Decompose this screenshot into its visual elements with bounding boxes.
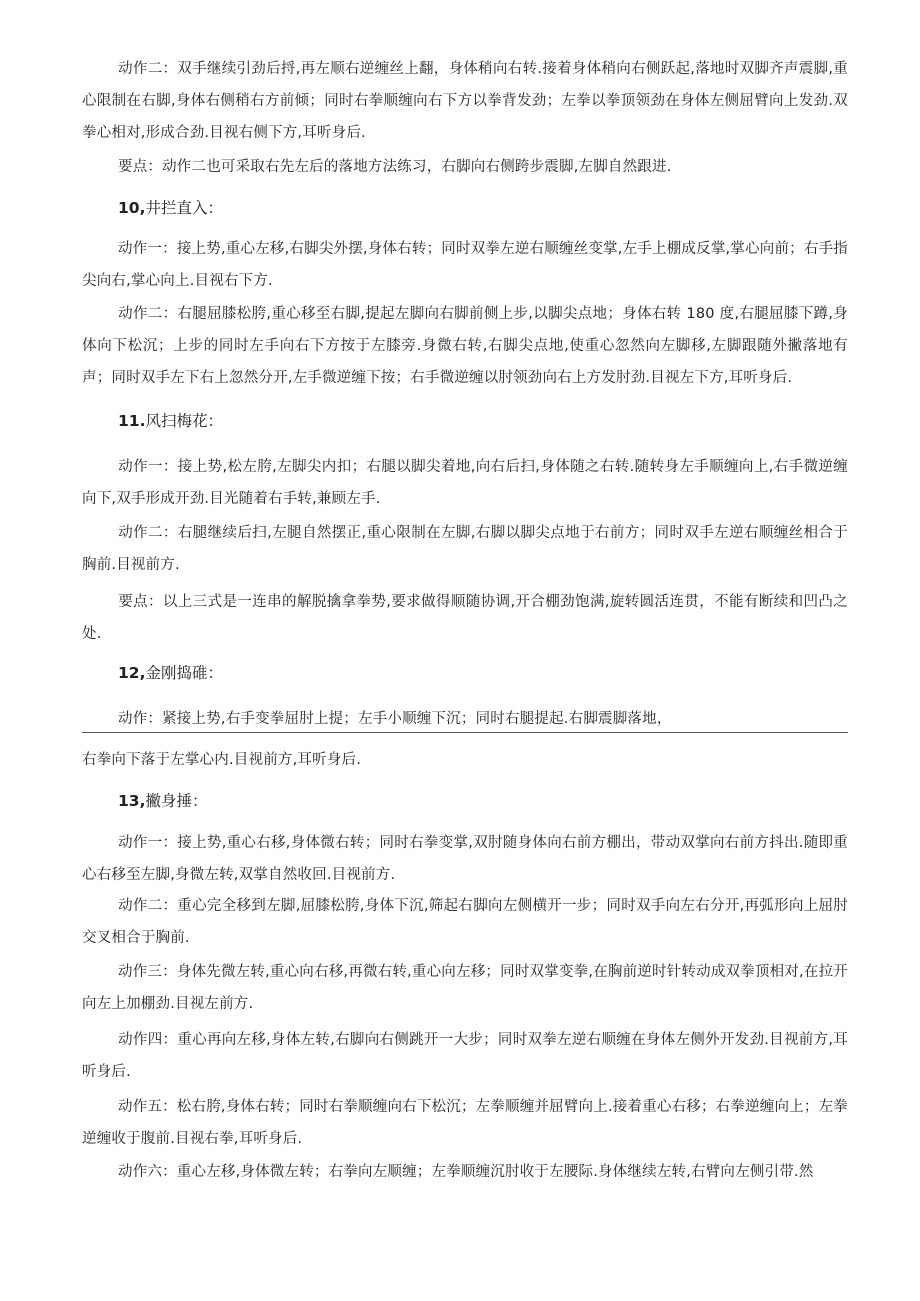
paragraph-13-action-4: 动作四：重心再向左移,身体左转,右脚向右侧跳开一大步；同时双拳左逆右顺缠在身体左侧外开发劲.目视前方,耳听身后. (82, 1032, 848, 1080)
paragraph-11-action-1: 动作一：接上势,松左胯,左脚尖内扣；右腿以脚尖着地,向右后扫,身体随之右转.随转身左手顺缠向上,右手微逆缠向下,双手形成开劲.目光随着右手转,兼顾左手. (82, 459, 848, 507)
paragraph-12-action: 动作：紧接上势,右手变拳屈肘上提；左手小顺缠下沉；同时右腿提起.右脚震脚落地， (118, 711, 672, 727)
paragraph-11-key-point: 要点：以上三式是一连串的解脱擒拿拳势,要求做得顺随协调,开合棚劲饱满,旋转圆活连贯，不能有断续和凹凸之处. (82, 594, 848, 642)
paragraph-13-action-5: 动作五：松右胯,身体右转；同时右拳顺缠向右下松沉；左拳顺缠并屈臂向上.接着重心右移；右拳逆缠向上；左拳逆缠收于腹前.目视右拳,耳听身后. (82, 1099, 848, 1147)
section-heading-10: 10,井拦直入： (118, 199, 223, 217)
section-heading-13: 13,撇身捶： (118, 792, 208, 810)
paragraph-13-action-6: 动作六：重心左移,身体微左转；右拳向左顺缠；左拳顺缠沉肘收于左腰际.身体继续左转,右臂向左侧引带.然 (118, 1164, 814, 1180)
paragraph-11-action-2: 动作二：右腿继续后扫,左腿自然摆正,重心限制在左脚,右脚以脚尖点地于右前方；同时双手左逆右顺缠丝相合于胸前.目视前方. (82, 525, 848, 573)
paragraph-13-action-2: 动作二：重心完全移到左脚,屈膝松胯,身体下沉,筛起右脚向左侧横开一步；同时双手向左右分开,再弧形向上屈肘交叉相合于胸前. (82, 898, 848, 946)
paragraph-10-prev-action-2: 动作二：双手继续引劲后捋,再左顺右逆缠丝上翻，身体稍向右转.接着身体稍向右侧跃起,落地时双脚齐声震脚,重心限制在右脚,身体右侧稍右方前倾；同时右拳顺缠向右下方以拳背发劲；左拳以拳顶领劲在身体左侧屈臂向上发劲.双拳心相对,形成合劲.目视右侧下方,耳听身后. (82, 61, 848, 141)
paragraph-10-action-2: 动作二：右腿屈膝松胯,重心移至右脚,提起左脚向右脚前侧上步,以脚尖点地；身体右转 180 度,右腿屈膝下蹲,身体向下松沉；上步的同时左手向右下方按于左膝旁.身微右转,右脚尖点地,使重心忽然向左脚移,左脚跟随外撇落地有声；同时双手左下右上忽然分开,左手微逆缠下按；右手微逆缠以肘领劲向右上方发肘劲.目视左下方,耳听身后. (82, 306, 848, 386)
paragraph-12-action-continued: 右拳向下落于左掌心内.目视前方,耳听身后. (82, 752, 362, 768)
paragraph-13-action-3: 动作三：身体先微左转,重心向右移,再微右转,重心向左移；同时双掌变拳,在胸前逆时针转动成双拳顶相对,在拉开向左上加棚劲.目视左前方. (82, 964, 848, 1012)
paragraph-13-action-1: 动作一：接上势,重心右移,身体微右转；同时右拳变掌,双肘随身体向右前方棚出，带动双掌向右前方抖出.随即重心右移至左脚,身微左转,双掌自然收回.目视前方. (82, 835, 848, 883)
section-heading-12: 12,金刚捣碓： (118, 664, 223, 682)
section-heading-11: 11.风扫梅花： (118, 412, 223, 430)
paragraph-10-action-1: 动作一：接上势,重心左移,右脚尖外摆,身体右转；同时双拳左逆右顺缠丝变掌,左手上棚成反掌,掌心向前；右手指尖向右,掌心向上.目视右下方. (82, 241, 848, 289)
page-divider (82, 732, 848, 733)
paragraph-10-prev-key-point: 要点：动作二也可采取右先左后的落地方法练习，右脚向右侧跨步震脚,左脚自然跟进. (118, 159, 672, 175)
